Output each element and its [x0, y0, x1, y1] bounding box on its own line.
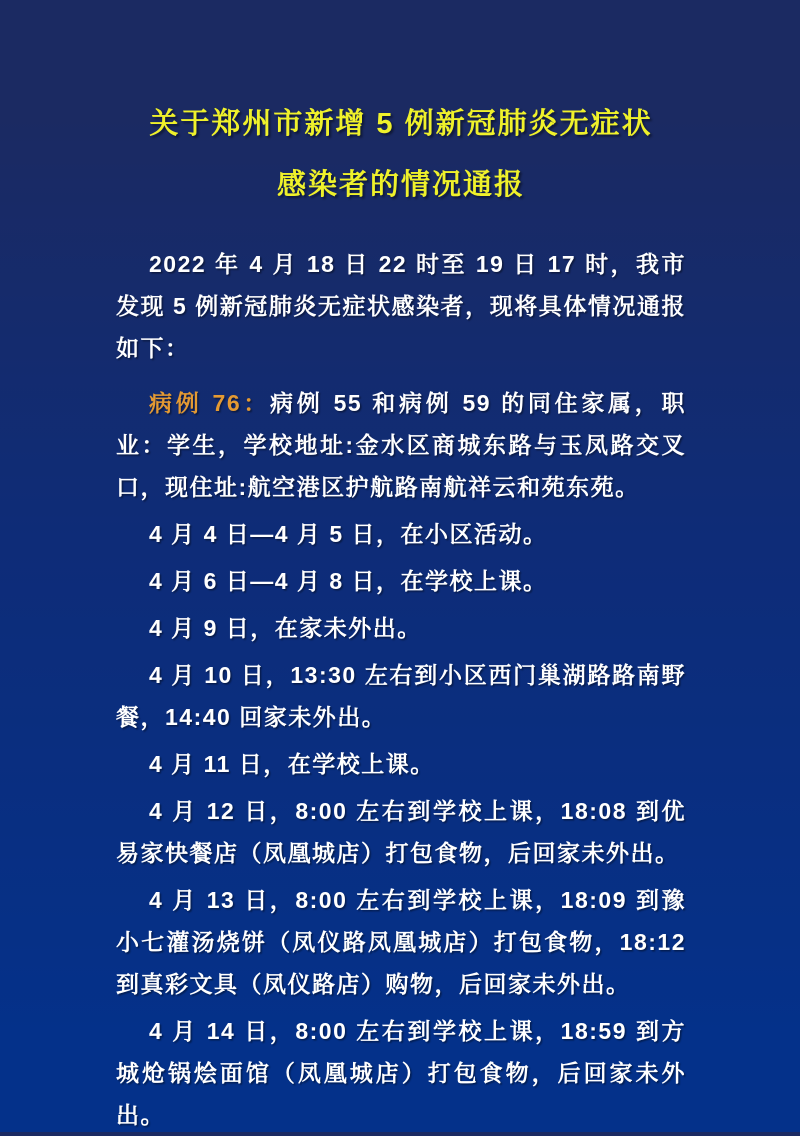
timeline-entry: 4 月 9 日，在家未外出。 [149, 615, 422, 641]
timeline-entry: 4 月 12 日，8:00 左右到学校上课，18:08 到优易家快餐店（凤凰城店）打包食物，后回家未外出。 [116, 798, 686, 866]
case-description: 病例 55 和病例 59 的同住家属，职业：学生，学校地址:金水区商城东路与玉凤路交叉口，现住址:航空港区护航路南航祥云和苑东苑。 [116, 390, 686, 500]
intro-paragraph: 2022 年 4 月 18 日 22 时至 19 日 17 时，我市发现 5 例新冠肺炎无症状感染者，现将具体情况通报如下： [116, 251, 686, 361]
notice-title-line-1: 关于郑州市新增 5 例新冠肺炎无症状 [149, 108, 653, 140]
notice-body [116, 243, 686, 1136]
notice-title-line-2: 感染者的情况通报 [276, 169, 525, 201]
timeline-entry: 4 月 4 日—4 月 5 日，在小区活动。 [149, 521, 548, 547]
timeline-entry: 4 月 10 日，13:30 左右到小区西门巢湖路路南野餐，14:40 回家未外出。 [116, 662, 686, 730]
timeline-entry: 4 月 13 日，8:00 左右到学校上课，18:09 到豫小七灌汤烧饼（凤仪路凤凰城店）打包食物，18:12 到真彩文具（凤仪路店）购物，后回家未外出。 [116, 887, 686, 997]
timeline-entry: 4 月 14 日，8:00 左右到学校上课，18:59 到方城炝锅烩面馆（凤凰城店）打包食物，后回家未外出。 [116, 1018, 686, 1128]
timeline-entry: 4 月 11 日，在学校上课。 [149, 751, 435, 777]
timeline-entry: 4 月 6 日—4 月 8 日，在学校上课。 [149, 568, 548, 594]
case-paragraph [116, 382, 686, 508]
case-label: 病例 76： [149, 390, 271, 416]
notice-title [116, 94, 686, 216]
